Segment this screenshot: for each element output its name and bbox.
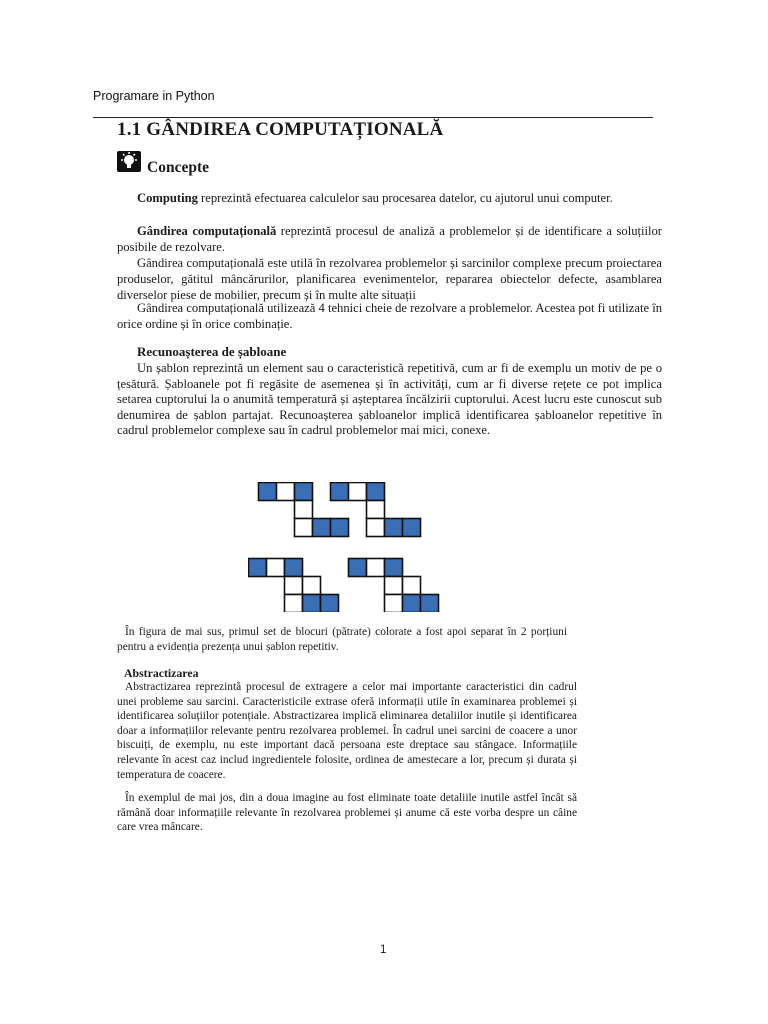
figure-caption: În figura de mai sus, primul set de blocuri (pătrate) colorate a fost apoi separat în 2 porțiuni pentru a evidenția prezența unui șablon repetitiv. <box>117 626 567 653</box>
gc-techniques-paragraph: Gândirea computațională utilizează 4 tehnici cheie de rezolvare a problemelor. Acestea pot fi utilizate în orice ordine și în orice combinație. <box>117 301 662 331</box>
pattern-block-empty <box>267 559 285 577</box>
abstraction-paragraph: Abstractizarea reprezintă procesul de extragere a celor mai importante caracteristici din cadrul unei probleme sau sarcini. Caracteristicile extrase oferă informații utile în examinarea problemei și identificarea soluțiilor potențiale. Abstractizarea implică eliminarea detaliilor inutile și identificarea doar a informațiilor relevante pentru rezolvarea problemei. În cadrul unei sarcini de coacere a unor biscuiți, de exemplu, nu este important dacă persoana este dreptace sau stângace. Informațiile relevante în acest caz includ ingredientele folosite, ordinea de amestecare a lor, precum și durata și temperatura de coacere. <box>117 681 577 781</box>
pattern-block-filled <box>403 595 421 613</box>
pattern-blocks-figure <box>248 482 468 612</box>
pattern-block-empty <box>385 595 403 613</box>
pattern-block-filled <box>403 519 421 537</box>
page-number: 1 <box>380 944 387 956</box>
abstraction-heading: Abstractizarea <box>124 666 199 680</box>
header-rule <box>93 117 653 118</box>
computing-paragraph <box>137 190 657 206</box>
pattern-block-filled <box>385 519 403 537</box>
pattern-block-filled <box>385 559 403 577</box>
concepts-heading: Concepte <box>147 159 209 176</box>
gc-definition: reprezintă procesul de analiză a problemelor și de identificare a soluțiilor posibile de rezolvare. <box>117 224 662 254</box>
pattern-block-filled <box>321 595 339 613</box>
abstraction-example-paragraph: În exemplul de mai jos, din a doua imagine au fost eliminate toate detaliile inutile astfel încât să rămână doar informațiile relevante în rezolvarea problemei și anume că este vorba despre un câine care vrea mâncare. <box>117 792 577 834</box>
pattern-block-filled <box>313 519 331 537</box>
gc-definition-paragraph <box>117 223 662 255</box>
lightbulb-icon <box>117 151 141 172</box>
pattern-block-filled <box>295 483 313 501</box>
pattern-block-empty <box>303 577 321 595</box>
pattern-block-empty <box>367 559 385 577</box>
computing-term: Computing <box>137 191 198 205</box>
pattern-block-filled <box>349 559 367 577</box>
pattern-block-empty <box>349 483 367 501</box>
pattern-block-empty <box>285 577 303 595</box>
pattern-block-empty <box>385 577 403 595</box>
pattern-block-empty <box>295 519 313 537</box>
pattern-block-filled <box>259 483 277 501</box>
running-header: Programare in Python <box>93 89 215 103</box>
pattern-block-empty <box>277 483 295 501</box>
pattern-block-filled <box>285 559 303 577</box>
gc-use-paragraph: Gândirea computațională este utilă în rezolvarea problemelor și sarcinilor complexe precum proiectarea produselor, gătitul mâncărurilor, planificarea evenimentelor, repararea obiectelor defecte, asamblarea diverselor piese de mobilier, precum și în multe alte situații <box>117 256 662 302</box>
pattern-block-filled <box>249 559 267 577</box>
gc-term: Gândirea computațională <box>137 224 277 238</box>
pattern-block-filled <box>367 483 385 501</box>
pattern-block-empty <box>367 501 385 519</box>
pattern-block-empty <box>367 519 385 537</box>
computing-definition: reprezintă efectuarea calculelor sau procesarea datelor, cu ajutorul unui computer. <box>197 191 613 205</box>
pattern-block-filled <box>331 519 349 537</box>
pattern-block-empty <box>295 501 313 519</box>
section-title: 1.1 GÂNDIREA COMPUTAȚIONALĂ <box>117 119 444 140</box>
patterns-heading: Recunoașterea de șabloane <box>137 344 287 359</box>
pattern-block-empty <box>403 577 421 595</box>
pattern-block-filled <box>331 483 349 501</box>
pattern-block-empty <box>285 595 303 613</box>
pattern-block-filled <box>303 595 321 613</box>
patterns-paragraph: Un șablon reprezintă un element sau o caracteristică repetitivă, cum ar fi de exemplu un motiv de pe o țesătură. Șabloanele pot fi regăsite de asemenea și în activități, cum ar fi diverse rețete ce pot implica setarea cuptorului la o anumită temperatură și așteptarea încălzirii cuptorului. Acest lucru este cunoscut sub denumirea de șablon partajat. Recunoașterea șabloanelor implică identificarea șabloanelor repetitive în cadrul problemelor complexe sau în cadrul problemelor mai mici, conexe. <box>117 361 662 438</box>
pattern-block-filled <box>421 595 439 613</box>
